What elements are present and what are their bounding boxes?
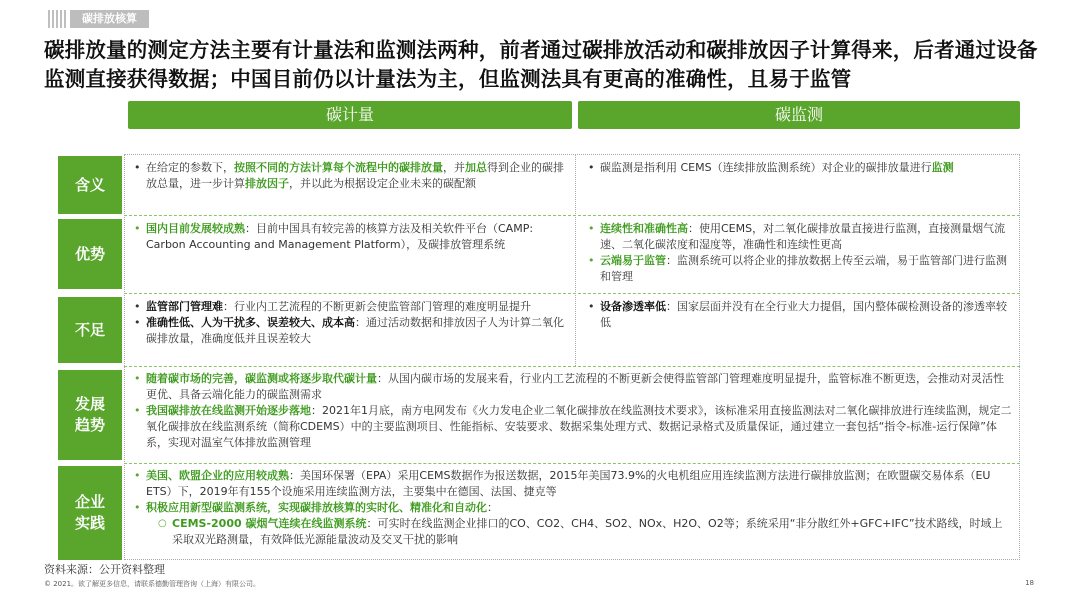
highlight-text: 积极应用新型碳监测系统，实现碳排放核算的实时化、精准化和自动化 xyxy=(146,501,487,514)
text: ：监测系统可以将企业的排放数据上传至云端，易于监管部门进行监测和管理 xyxy=(600,254,1007,283)
section-tag xyxy=(48,10,149,28)
highlight-text: 监测 xyxy=(931,161,954,174)
row-label-meaning: 含义 xyxy=(58,156,122,214)
highlight-text: 按照不同的方法计算每个流程中的碳排放量 xyxy=(234,161,443,174)
text: ：使用CEMS，对二氧化碳排放量直接进行监测，直接测量烟气流速、二氧化碳浓度和湿度等，准确性和连续性更高 xyxy=(600,222,1006,251)
text: ：从国内碳市场的发展来看，行业内工艺流程的不断更新会使得监管部门管理难度明显提升，监管标准不断更迭，会推动对灵活性更优、具备云端化能力的碳监测需求 xyxy=(146,372,1004,401)
source-note: 资料来源：公开资料整理 xyxy=(44,563,165,576)
advantage-right-cell xyxy=(578,219,1020,287)
text: ： xyxy=(487,501,498,514)
practice-cell xyxy=(124,466,1020,550)
text: ，并 xyxy=(443,161,465,174)
text: ：2021年1月底，南方电网发布《火力发电企业二氧化碳排放在线监测技术要求》，该标准采用直接监测法对二氧化碳排放进行连续监测，规定二氧化碳排放在线监测系统（简称CDEMS）中的主要监测项目、性能指标、安装要求、数据采集处理方式、数据记录格式及质量保证，通过建立一套包括“指令-标准-运行保障”体系，实现对温室气体排放监测管理 xyxy=(146,404,1012,449)
advantage-left-cell xyxy=(124,219,572,255)
meaning-left-cell xyxy=(124,158,572,194)
text: 碳监测是指利用 CEMS（连续排放监测系统）对企业的碳排放量进行 xyxy=(600,161,932,174)
list-item xyxy=(132,468,1012,500)
list-item xyxy=(132,403,1012,451)
section-tag-label: 碳排放核算 xyxy=(70,10,149,28)
row-label-practice: 企业 实践 xyxy=(58,466,122,560)
highlight-text: 排放因子 xyxy=(245,177,289,190)
text: 得到企业的碳排放总量，进一步计算 xyxy=(146,161,564,190)
text: ：通过活动数据和排放因子人为计算二氧化碳排放量，准确度低并且误差较大 xyxy=(146,316,564,345)
list-item xyxy=(586,221,1012,253)
trend-cell xyxy=(124,369,1020,453)
column-header-carbon-monitoring: 碳监测 xyxy=(578,101,1020,129)
row-label-trend: 发展 趋势 xyxy=(58,370,122,460)
text: ，并以此为根据设定企业未来的碳配额 xyxy=(289,177,476,190)
list-item xyxy=(586,160,1012,176)
highlight-text: 随着碳市场的完善，碳监测或将逐步取代碳计量 xyxy=(146,372,377,385)
meaning-right-cell xyxy=(578,158,1020,178)
bold-text: 设备渗透率低 xyxy=(600,300,666,313)
tag-stripes-decoration xyxy=(48,10,68,28)
sub-list-item xyxy=(132,516,1012,548)
text: 在给定的参数下， xyxy=(146,161,234,174)
row-divider xyxy=(124,463,1020,464)
highlight-text: 美国、欧盟企业的应用较成熟 xyxy=(146,469,289,482)
row-divider xyxy=(124,366,1020,367)
highlight-text: 云端易于监管 xyxy=(600,254,666,267)
highlight-text: 国内目前发展较成熟 xyxy=(146,222,245,235)
shortage-left-cell xyxy=(124,297,572,349)
highlight-text: CEMS-2000 碳烟气连续在线监测系统 xyxy=(172,517,367,530)
list-item xyxy=(132,500,1012,516)
list-item xyxy=(586,299,1012,331)
list-item xyxy=(132,315,564,347)
list-item xyxy=(132,299,564,315)
list-item xyxy=(132,371,1012,403)
row-divider xyxy=(124,215,1020,216)
highlight-text: 我国碳排放在线监测开始逐步落地 xyxy=(146,404,311,417)
column-header-carbon-accounting: 碳计量 xyxy=(128,101,572,129)
highlight-text: 加总 xyxy=(465,161,487,174)
text: ：国家层面并没有在全行业大力提倡，国内整体碳检测设备的渗透率较低 xyxy=(600,300,1007,329)
bold-text: 准确性低、人为干扰多、误差较大、成本高 xyxy=(146,316,355,329)
text: ：美国环保署（EPA）采用CEMS数据作为报送数据，2015年美国73.9%的火电机组应用连续监测方法进行碳排放监测；在欧盟碳交易体系（EU ETS）下，2019年有155个设施采用连续监测方法，主要集中在德国、法国、捷克等 xyxy=(146,469,991,498)
text: ：行业内工艺流程的不断更新会使监管部门管理的难度明显提升 xyxy=(223,300,531,313)
column-divider xyxy=(575,154,576,366)
text: ：可实时在线监测企业排口的CO、CO2、CH4、SO2、NOx、H2O、O2等；系统采用“非分散红外+GFC+IFC”技术路线，时域上采取双光路测量，有效降低光源能量波动及交叉干扰的影响 xyxy=(172,517,1003,546)
text: ：目前中国具有较完善的核算方法及相关软件平台（CAMP: Carbon Accounting and Management Platform），及碳排放管理系统 xyxy=(146,222,534,251)
row-label-shortage: 不足 xyxy=(58,297,122,363)
copyright-note: © 2021。欲了解更多信息，请联系德勤管理咨询（上海）有限公司。 xyxy=(44,580,261,588)
page-title: 碳排放量的测定方法主要有计量法和监测法两种，前者通过碳排放活动和碳排放因子计算得来，后者通过设备监测直接获得数据；中国目前仍以计量法为主，但监测法具有更高的准确性，且易于监管 xyxy=(44,38,1038,91)
list-item xyxy=(132,221,564,253)
bold-text: 监管部门管理难 xyxy=(146,300,223,313)
row-label-advantage: 优势 xyxy=(58,219,122,289)
highlight-text: 连续性和准确性高 xyxy=(600,222,688,235)
row-divider xyxy=(124,293,1020,294)
list-item xyxy=(132,160,564,192)
page-number: 18 xyxy=(1025,579,1034,587)
shortage-right-cell xyxy=(578,297,1020,333)
list-item xyxy=(586,253,1012,285)
